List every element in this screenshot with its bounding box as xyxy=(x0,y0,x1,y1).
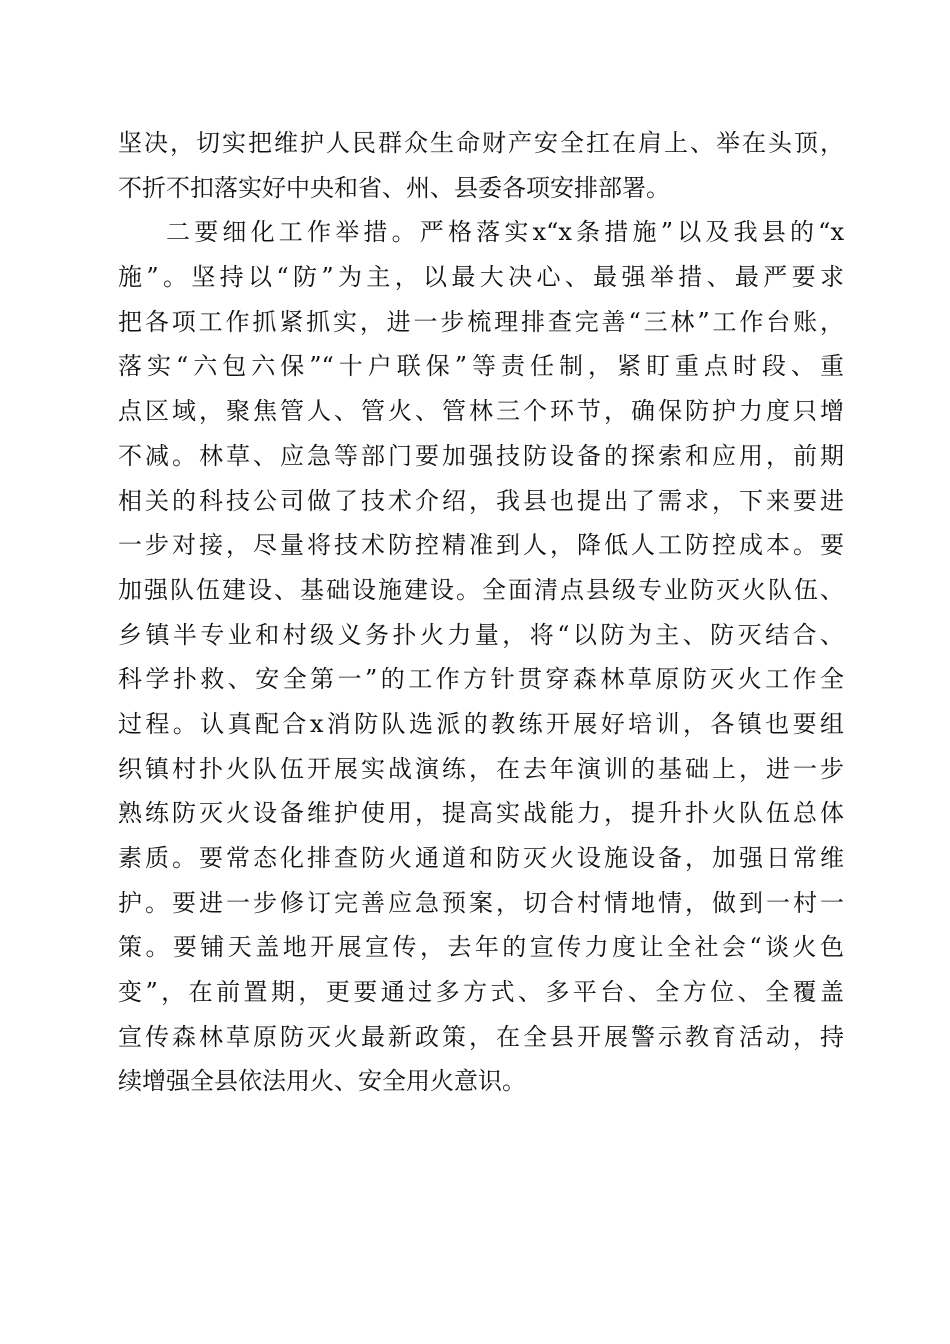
paragraph-1 xyxy=(118,121,844,210)
text-line: 施”。坚持以“防”为主，以最大决心、最强举措、最严要求 xyxy=(118,263,844,292)
text-line: 策。要铺天盖地开展宣传，去年的宣传力度让全社会“谈火色 xyxy=(118,933,844,962)
text-line: 乡镇半专业和村级义务扑火力量，将“以防为主、防灭结合、 xyxy=(118,620,844,649)
text-line: 坚决，切实把维护人民群众生命财产安全扛在肩上、举在头顶， xyxy=(118,129,844,157)
text-line: 二要细化工作举措。严格落实x“x条措施”以及我县的“x xyxy=(166,218,844,247)
text-line: 熟练防灭火设备维护使用，提高实战能力，提升扑火队伍总体 xyxy=(118,799,844,828)
paragraph-2 xyxy=(118,210,844,1104)
text-line: 护。要进一步修订完善应急预案，切合村情地情，做到一村一 xyxy=(118,888,844,917)
document-page xyxy=(118,121,844,1104)
text-line: 不减。林草、应急等部门要加强技防设备的探索和应用，前期 xyxy=(118,441,844,470)
text-line: 落实“六包六保”“十户联保”等责任制，紧盯重点时段、重 xyxy=(118,352,844,381)
text-line: 变”，在前置期，更要通过多方式、多平台、全方位、全覆盖 xyxy=(118,978,844,1007)
text-line: 素质。要常态化排查防火通道和防灭火设施设备，加强日常维 xyxy=(118,844,844,872)
text-line: 点区域，聚焦管人、管火、管林三个环节，确保防护力度只增 xyxy=(118,397,844,426)
text-line: 不折不扣落实好中央和省、州、县委各项安排部署。 xyxy=(118,173,670,202)
text-line: 科学扑救、安全第一”的工作方针贯穿森林草原防灭火工作全 xyxy=(118,665,844,694)
text-line: 过程。认真配合x消防队选派的教练开展好培训，各镇也要组 xyxy=(118,709,844,738)
text-line: 续增强全县依法用火、安全用火意识。 xyxy=(118,1067,526,1096)
text-line: 相关的科技公司做了技术介绍，我县也提出了需求，下来要进 xyxy=(118,486,844,515)
text-line: 加强队伍建设、基础设施建设。全面清点县级专业防灭火队伍、 xyxy=(118,575,844,604)
text-line: 把各项工作抓紧抓实，进一步梳理排查完善“三林”工作台账， xyxy=(118,307,844,336)
text-line: 一步对接，尽量将技术防控精准到人，降低人工防控成本。要 xyxy=(118,531,844,560)
text-line: 宣传森林草原防灭火最新政策，在全县开展警示教育活动，持 xyxy=(118,1022,844,1051)
text-line: 织镇村扑火队伍开展实战演练，在去年演训的基础上，进一步 xyxy=(118,754,844,783)
